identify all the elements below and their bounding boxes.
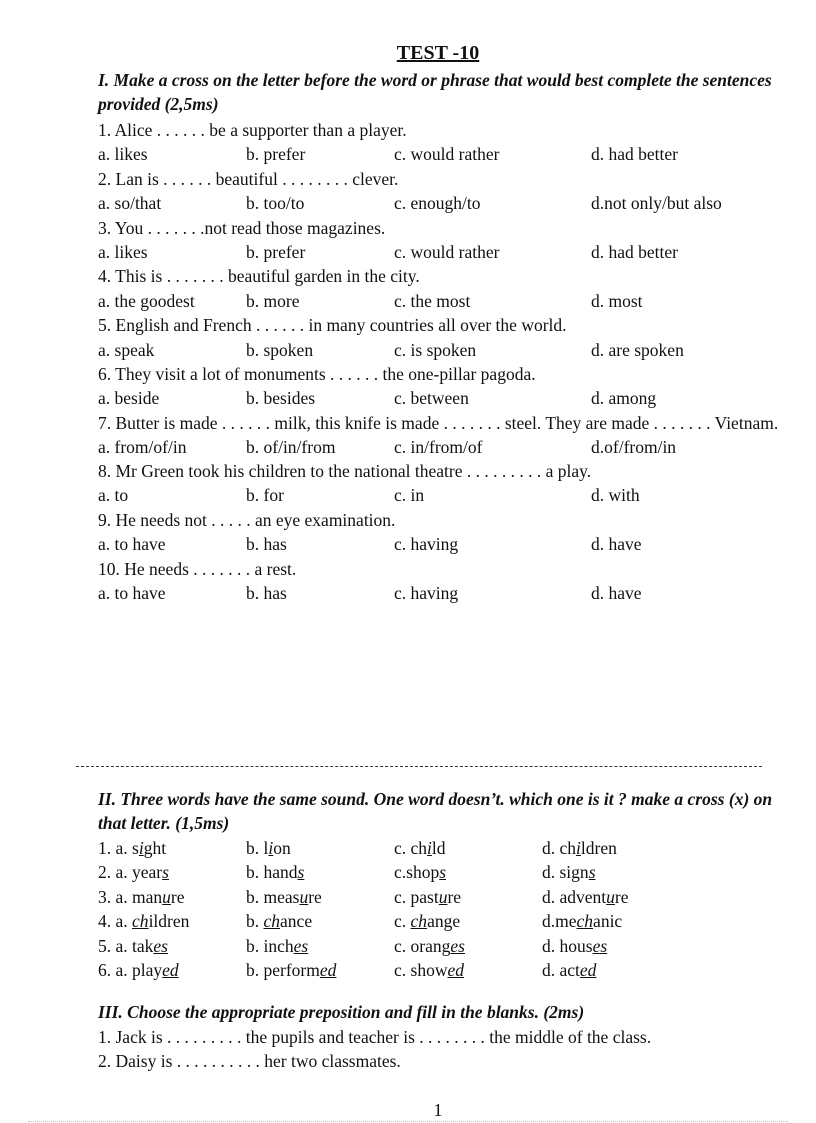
word-prefix: 4. a. xyxy=(98,911,133,932)
word-prefix: 2. a. year xyxy=(98,862,163,883)
underlined-sound: ch xyxy=(263,911,281,932)
option-c: c. having xyxy=(394,583,459,604)
sound-option xyxy=(542,909,622,933)
option-a: a. from/of/in xyxy=(98,436,187,457)
sound-option xyxy=(98,909,189,933)
option-b: b. too/to xyxy=(246,193,305,214)
sound-option xyxy=(394,958,464,982)
option-a: a. speak xyxy=(98,339,155,360)
word-prefix: d.me xyxy=(542,911,577,932)
word-prefix: b. xyxy=(246,911,264,932)
page-number: 1 xyxy=(433,1100,443,1120)
underlined-sound: s xyxy=(297,862,305,883)
underlined-sound: s xyxy=(162,862,169,883)
sound-row xyxy=(98,860,788,884)
option-d: d. with xyxy=(591,485,640,506)
word-prefix: 3. a. man xyxy=(98,886,163,907)
underlined-sound: u xyxy=(438,886,448,907)
section3-questions xyxy=(98,1025,788,1074)
word-suffix: anic xyxy=(593,911,623,932)
sound-option xyxy=(394,909,460,933)
option-d: d. most xyxy=(591,290,643,311)
options-row xyxy=(98,435,788,459)
option-b: b. besides xyxy=(246,388,316,409)
word-prefix: d. hous xyxy=(542,935,593,956)
word-prefix: b. l xyxy=(246,838,269,858)
option-b: b. more xyxy=(246,290,300,311)
option-d: d. had better xyxy=(591,241,678,262)
word-prefix: c. show xyxy=(394,959,448,980)
sound-row xyxy=(98,934,788,958)
underlined-sound: ch xyxy=(576,911,594,932)
word-prefix: d. ch xyxy=(542,838,577,858)
option-c: c. the most xyxy=(394,290,471,311)
sound-option xyxy=(98,958,179,982)
option-a: a. to have xyxy=(98,583,166,604)
word-suffix: ldren xyxy=(580,838,617,858)
underlined-sound: ed xyxy=(579,959,597,980)
sound-option xyxy=(542,934,607,958)
section2-rows xyxy=(98,836,788,982)
section1-questions xyxy=(98,118,788,605)
option-d: d. had better xyxy=(591,144,678,165)
word-prefix: c. xyxy=(394,911,411,932)
sound-row xyxy=(98,909,788,933)
underlined-sound: u xyxy=(606,886,615,907)
underlined-sound: es xyxy=(592,935,608,956)
word-prefix: b. hand xyxy=(246,862,298,883)
word-prefix: c. ch xyxy=(394,838,428,858)
question-text: 5. English and French . . . . . . in many countries all over the world. xyxy=(98,315,567,336)
option-b: b. has xyxy=(246,534,287,555)
sound-option xyxy=(542,885,629,909)
underlined-sound: ch xyxy=(410,911,428,932)
question-text: 1. Alice . . . . . . be a supporter than a player. xyxy=(98,120,407,140)
section2-instruction: II. Three words have the same sound. One word doesn’t. which one is it ? make a cross (x) on that letter. (1,5ms) xyxy=(98,789,773,833)
sound-option xyxy=(246,909,312,933)
question-text: 8. Mr Green took his children to the national theatre . . . . . . . . . a play. xyxy=(98,461,592,482)
options-row xyxy=(98,191,788,215)
fill-blank-question: 2. Daisy is . . . . . . . . . . her two classmates. xyxy=(98,1051,401,1072)
word-suffix: ange xyxy=(427,911,461,932)
test-title: TEST -10 xyxy=(396,42,480,64)
word-suffix: re xyxy=(614,886,629,907)
underlined-sound: es xyxy=(450,935,465,956)
word-prefix: b. inch xyxy=(246,935,294,956)
option-b: b. has xyxy=(246,583,287,604)
sound-option xyxy=(394,836,446,860)
option-d: d.not only/but also xyxy=(591,193,722,214)
option-a: a. to xyxy=(98,485,129,506)
underlined-sound: i xyxy=(268,838,274,858)
word-suffix: re xyxy=(447,886,462,907)
underlined-sound: ed xyxy=(162,959,179,980)
sound-option xyxy=(394,860,446,884)
section-divider xyxy=(76,766,762,767)
word-prefix: b. perform xyxy=(246,959,320,980)
footer-rule xyxy=(28,1121,788,1122)
options-row xyxy=(98,289,788,313)
question-text: 7. Butter is made . . . . . . milk, this knife is made . . . . . . . steel. They are made . . . . . . . Vietnam. xyxy=(98,412,779,433)
option-c: c. would rather xyxy=(394,144,500,165)
word-suffix: on xyxy=(273,838,291,858)
option-a: a. to have xyxy=(98,534,166,555)
fill-blank-question: 1. Jack is . . . . . . . . . the pupils and teacher is . . . . . . . . the middle of the class. xyxy=(98,1027,652,1047)
options-row xyxy=(98,240,788,264)
underlined-sound: u xyxy=(162,886,171,907)
question-text: 4. This is . . . . . . . beautiful garden in the city. xyxy=(98,266,420,287)
sound-option xyxy=(246,885,322,909)
sound-option xyxy=(246,934,308,958)
option-c: c. in xyxy=(394,485,425,506)
sound-option xyxy=(542,836,617,860)
underlined-sound: es xyxy=(293,935,309,956)
underlined-sound: es xyxy=(153,935,168,956)
option-a: a. likes xyxy=(98,241,148,262)
word-prefix: d. advent xyxy=(542,886,607,907)
option-b: b. spoken xyxy=(246,339,314,360)
option-c: c. in/from/of xyxy=(394,436,483,457)
section3-instruction: III. Choose the appropriate preposition and fill in the blanks. (2ms) xyxy=(98,1002,585,1022)
underlined-sound: i xyxy=(427,838,432,858)
sound-option xyxy=(98,885,185,909)
question-text: 3. You . . . . . . .not read those magazines. xyxy=(98,217,386,238)
options-row xyxy=(98,483,788,507)
sound-option xyxy=(542,860,596,884)
word-prefix: c. past xyxy=(394,886,439,907)
sound-option xyxy=(394,934,465,958)
option-b: b. prefer xyxy=(246,241,306,262)
underlined-sound: i xyxy=(138,838,144,858)
word-suffix: re xyxy=(170,886,185,907)
sound-row xyxy=(98,836,788,860)
sound-row xyxy=(98,885,788,909)
underlined-sound: ed xyxy=(447,959,464,980)
question-text: 9. He needs not . . . . . an eye examination. xyxy=(98,509,396,530)
word-prefix: 5. a. tak xyxy=(98,935,154,956)
underlined-sound: i xyxy=(576,838,581,858)
sound-option xyxy=(542,958,596,982)
question-text: 2. Lan is . . . . . . beautiful . . . . . . . . clever. xyxy=(98,168,399,189)
option-b: b. of/in/from xyxy=(246,436,336,457)
option-c: c. having xyxy=(394,534,459,555)
word-prefix: 1. a. s xyxy=(98,838,139,858)
word-prefix: d. sign xyxy=(542,862,589,883)
sound-option xyxy=(98,836,166,860)
sound-option xyxy=(246,860,304,884)
word-prefix: d. act xyxy=(542,959,580,980)
word-prefix: c.shop xyxy=(394,862,440,883)
word-prefix: 6. a. play xyxy=(98,959,163,980)
options-row xyxy=(98,581,788,605)
option-a: a. beside xyxy=(98,388,160,409)
word-suffix: ld xyxy=(431,838,446,858)
underlined-sound: s xyxy=(439,862,447,883)
options-row xyxy=(98,142,788,166)
word-suffix: ildren xyxy=(148,911,190,932)
options-row xyxy=(98,338,788,362)
option-b: b. prefer xyxy=(246,144,306,165)
option-d: d. have xyxy=(591,534,642,555)
section1-instruction: I. Make a cross on the letter before the word or phrase that would best complete the sentences provided (2,5ms) xyxy=(98,70,772,114)
option-c: c. enough/to xyxy=(394,193,481,214)
sound-option xyxy=(98,860,169,884)
option-d: d. are spoken xyxy=(591,339,684,360)
option-a: a. so/that xyxy=(98,193,162,214)
sound-row xyxy=(98,958,788,982)
options-row xyxy=(98,532,788,556)
option-b: b. for xyxy=(246,485,284,506)
option-d: d. among xyxy=(591,388,657,409)
option-a: a. likes xyxy=(98,144,148,165)
underlined-sound: ch xyxy=(132,911,149,932)
option-c: c. is spoken xyxy=(394,339,477,360)
option-c: c. between xyxy=(394,388,469,409)
options-row xyxy=(98,386,788,410)
word-suffix: ght xyxy=(143,838,167,858)
underlined-sound: u xyxy=(299,886,309,907)
option-a: a. the goodest xyxy=(98,290,195,311)
question-text: 10. He needs . . . . . . . a rest. xyxy=(98,558,297,579)
word-prefix: b. meas xyxy=(246,886,300,907)
sound-option xyxy=(98,934,168,958)
word-prefix: c. orang xyxy=(394,935,451,956)
option-d: d.of/from/in xyxy=(591,436,677,457)
sound-option xyxy=(394,885,461,909)
word-suffix: re xyxy=(308,886,322,907)
underlined-sound: ed xyxy=(319,959,337,980)
sound-option xyxy=(246,836,291,860)
option-d: d. have xyxy=(591,583,642,604)
option-c: c. would rather xyxy=(394,241,500,262)
underlined-sound: s xyxy=(588,862,596,883)
question-text: 6. They visit a lot of monuments . . . . . . the one-pillar pagoda. xyxy=(98,363,536,384)
word-suffix: ance xyxy=(280,911,313,932)
sound-option xyxy=(246,958,336,982)
